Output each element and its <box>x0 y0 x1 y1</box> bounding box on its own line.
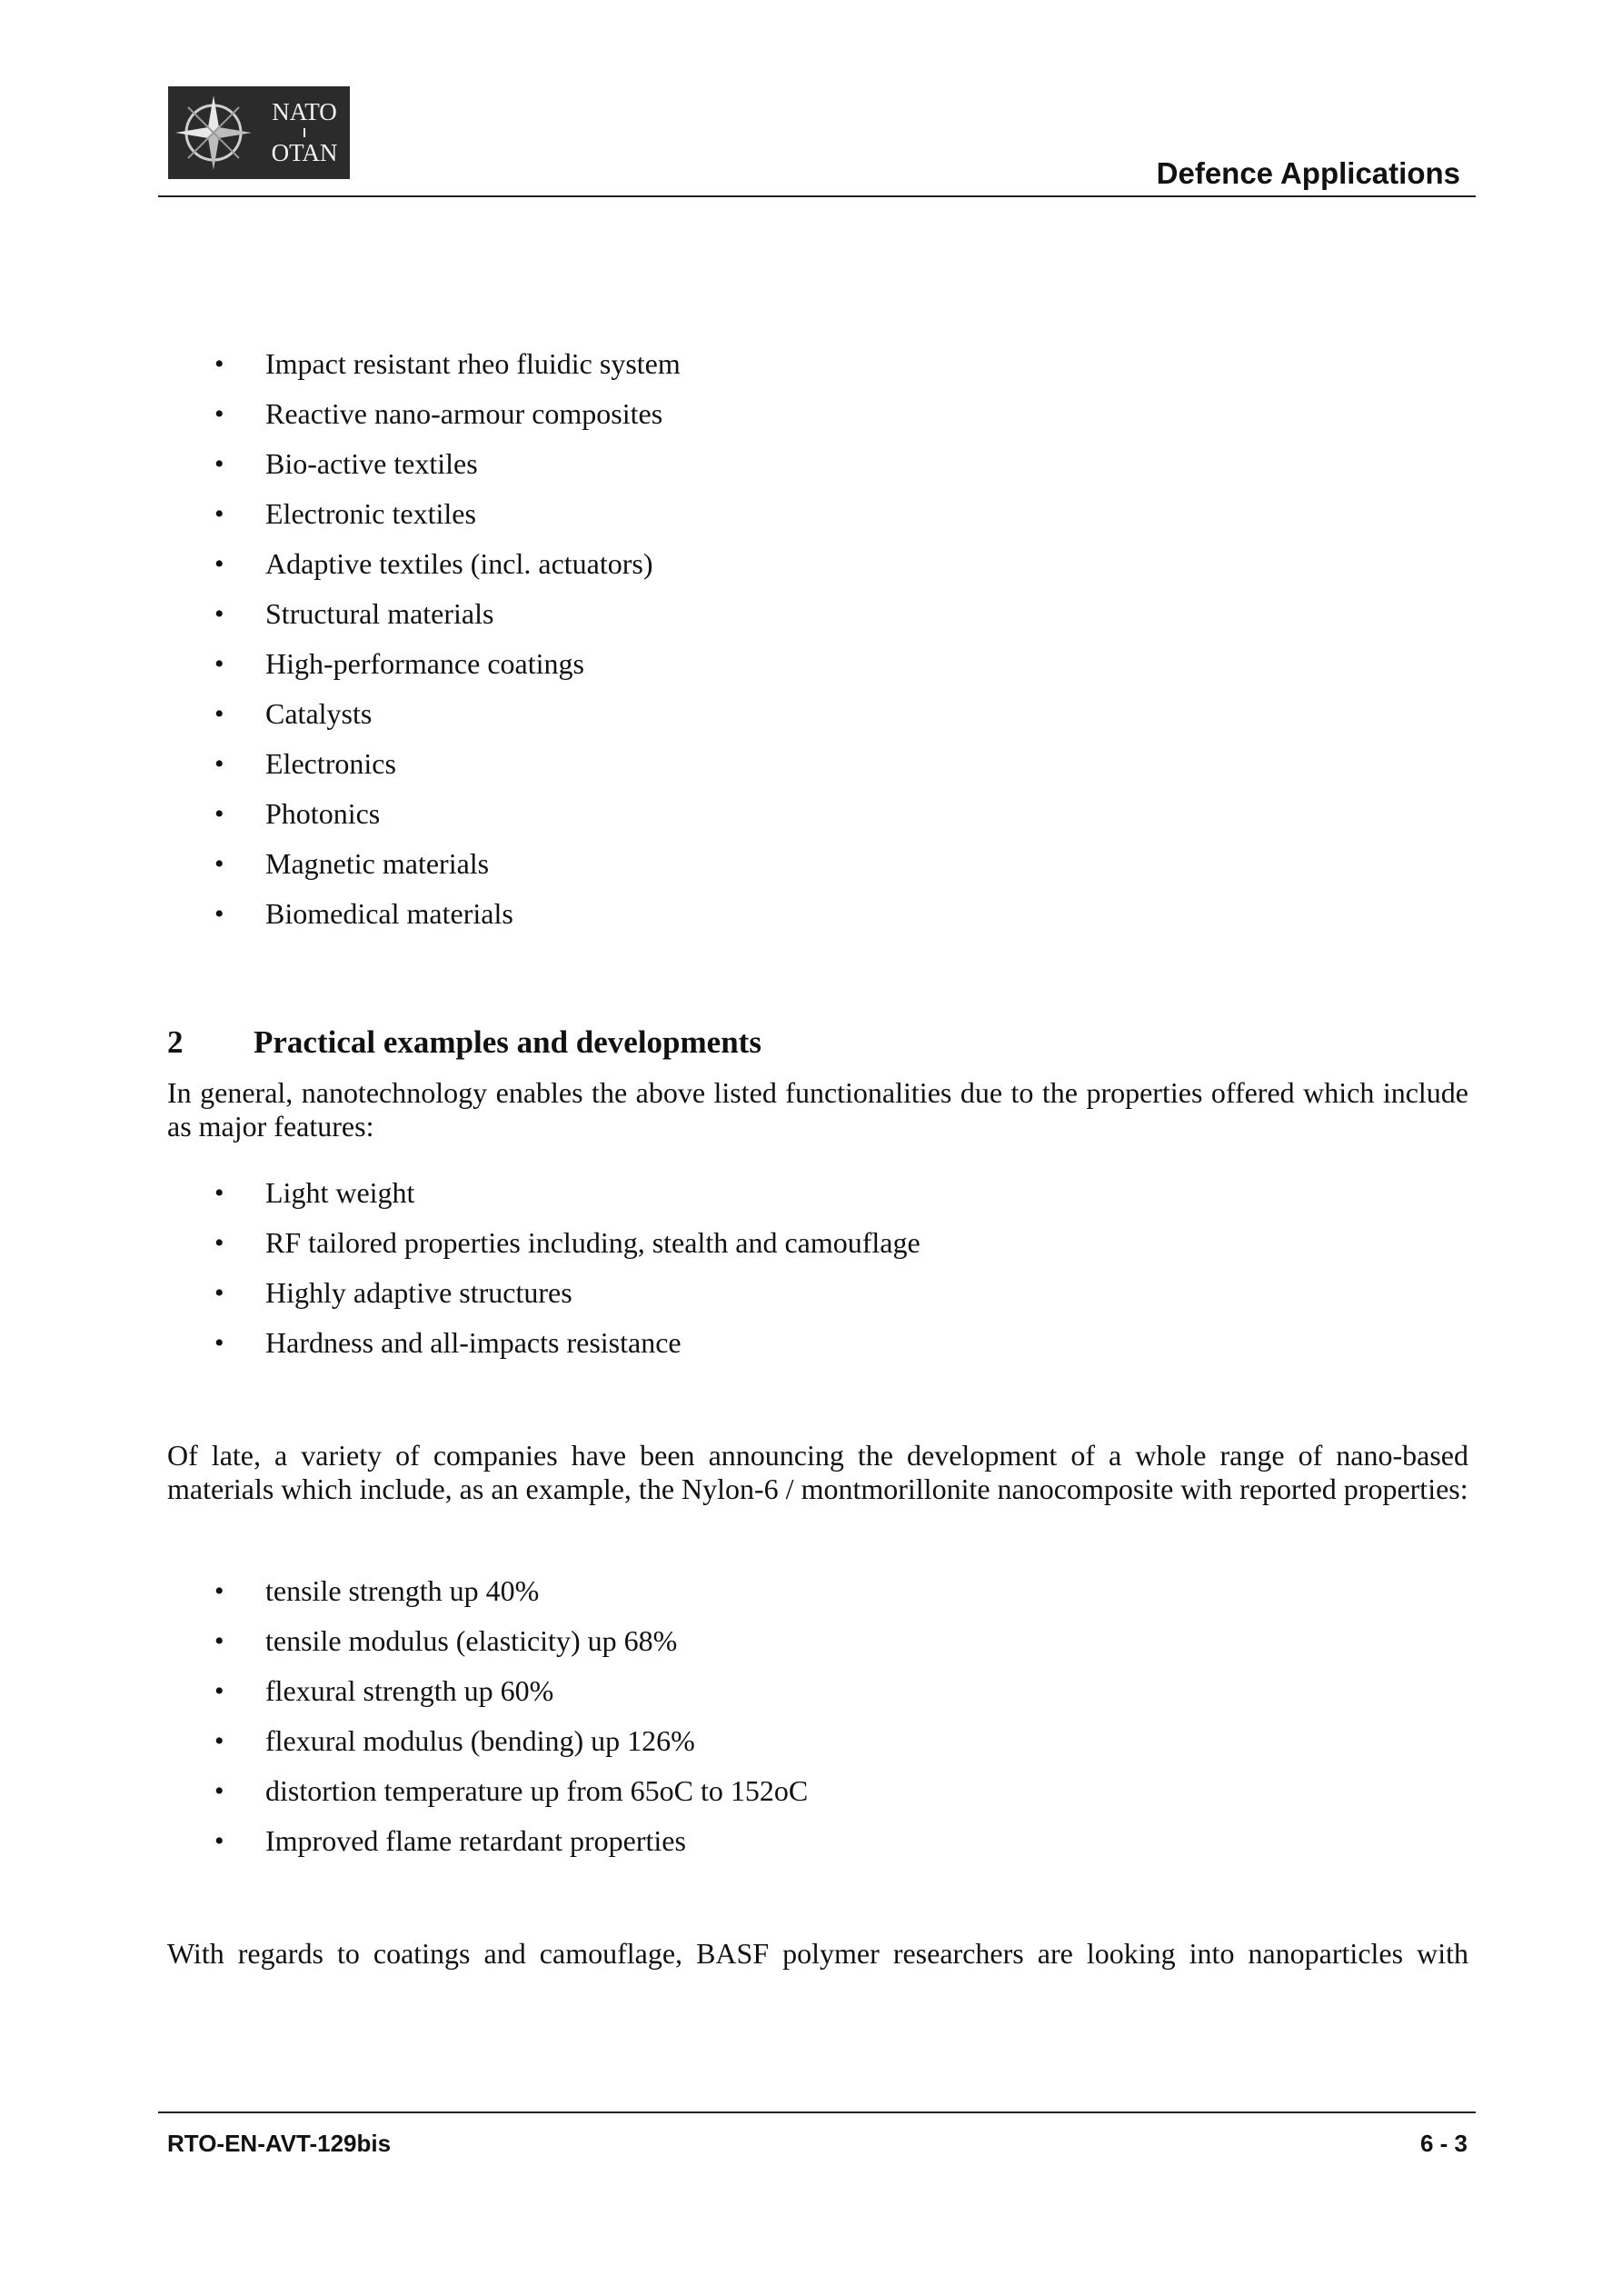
bullet-icon: • <box>214 1776 224 1806</box>
list-item-text: RF tailored properties including, stealth and camouflage <box>265 1226 920 1259</box>
list-item <box>214 539 681 589</box>
list-item <box>214 1666 808 1716</box>
list-item-text: High-performance coatings <box>265 647 584 680</box>
bullet-icon: • <box>214 1576 224 1606</box>
paragraph-coatings: With regards to coatings and camouflage, BASF polymer researchers are looking into nanoparticles with <box>167 1937 1468 1970</box>
bullet-icon: • <box>214 1626 224 1656</box>
list-item <box>214 1168 920 1218</box>
bullet-icon: • <box>214 899 224 929</box>
list-item <box>214 739 681 789</box>
logo-otan-text: OTAN <box>271 139 338 166</box>
logo-nato-text: NATO <box>272 98 337 125</box>
list-item <box>214 489 681 539</box>
bullet-icon: • <box>214 1328 224 1358</box>
list-item-text: Hardness and all-impacts resistance <box>265 1326 682 1359</box>
list-item-text: Electronics <box>265 747 396 780</box>
footer-document-id: RTO-EN-AVT-129bis <box>167 2130 392 2157</box>
list-top-functionalities <box>214 339 681 939</box>
list-item-text: Electronic textiles <box>265 497 476 530</box>
section-number: 2 <box>167 1024 184 1060</box>
bullet-icon: • <box>214 699 224 729</box>
bullet-icon: • <box>214 1178 224 1208</box>
bullet-icon: • <box>214 449 224 479</box>
list-item-text: Photonics <box>265 797 381 830</box>
logo-divider <box>304 128 305 137</box>
list-item <box>214 1566 808 1616</box>
list-item-text: Magnetic materials <box>265 847 490 880</box>
list-item-text: flexural strength up 60% <box>265 1674 554 1707</box>
list-properties <box>214 1566 808 1866</box>
list-item-text: Light weight <box>265 1176 415 1209</box>
list-features <box>214 1168 920 1368</box>
list-item-text: flexural modulus (bending) up 126% <box>265 1724 695 1757</box>
bullet-icon: • <box>214 499 224 529</box>
list-item <box>214 1816 808 1866</box>
list-item-text: tensile strength up 40% <box>265 1574 540 1607</box>
list-item <box>214 839 681 889</box>
list-item <box>214 1766 808 1816</box>
bullet-icon: • <box>214 649 224 679</box>
list-item-text: Catalysts <box>265 697 373 730</box>
bullet-icon: • <box>214 1676 224 1706</box>
bullet-icon: • <box>214 399 224 429</box>
list-item <box>214 639 681 689</box>
list-item <box>214 1268 920 1318</box>
footer-page-number: 6 - 3 <box>1419 2130 1468 2157</box>
list-item <box>214 339 681 389</box>
list-item-text: Reactive nano-armour composites <box>265 397 663 430</box>
list-item-text: Adaptive textiles (incl. actuators) <box>265 547 653 580</box>
list-item <box>214 1616 808 1666</box>
bullet-icon: • <box>214 1726 224 1756</box>
list-item-text: Bio-active textiles <box>265 447 478 480</box>
list-item <box>214 1716 808 1766</box>
list-item-text: distortion temperature up from 65oC to 152oC <box>265 1774 809 1807</box>
section-title: Practical examples and developments <box>254 1024 761 1060</box>
paragraph-intro: In general, nanotechnology enables the above listed functionalities due to the properties offered which include as major features: <box>167 1076 1468 1143</box>
list-item <box>214 439 681 489</box>
bullet-icon: • <box>214 799 224 829</box>
header-title: Defence Applications <box>1156 156 1460 190</box>
list-item-text: Biomedical materials <box>265 897 513 930</box>
bullet-icon: • <box>214 1826 224 1856</box>
list-item-text: Highly adaptive structures <box>265 1276 572 1309</box>
header-rule <box>158 195 1476 197</box>
bullet-icon: • <box>214 1228 224 1258</box>
bullet-icon: • <box>214 549 224 579</box>
section-heading <box>167 1024 761 1061</box>
list-item <box>214 1218 920 1268</box>
nato-otan-logo <box>168 86 350 179</box>
list-item-text: tensile modulus (elasticity) up 68% <box>265 1624 678 1657</box>
bullet-icon: • <box>214 1278 224 1308</box>
list-item <box>214 1318 920 1368</box>
list-item-text: Improved flame retardant properties <box>265 1824 686 1857</box>
list-item <box>214 789 681 839</box>
logo-text <box>259 86 350 179</box>
list-item-text: Impact resistant rheo fluidic system <box>265 347 681 380</box>
bullet-icon: • <box>214 349 224 379</box>
list-item <box>214 589 681 639</box>
nato-star-icon <box>168 86 259 179</box>
paragraph-companies: Of late, a variety of companies have been announcing the development of a whole range of nano-based materials which include, as an example, the Nylon-6 / montmorillonite nanocomposite with reported properties: <box>167 1439 1468 1505</box>
list-item <box>214 889 681 939</box>
footer-rule <box>158 2111 1476 2113</box>
list-item-text: Structural materials <box>265 597 494 630</box>
list-item <box>214 389 681 439</box>
bullet-icon: • <box>214 599 224 629</box>
bullet-icon: • <box>214 749 224 779</box>
bullet-icon: • <box>214 849 224 879</box>
list-item <box>214 689 681 739</box>
